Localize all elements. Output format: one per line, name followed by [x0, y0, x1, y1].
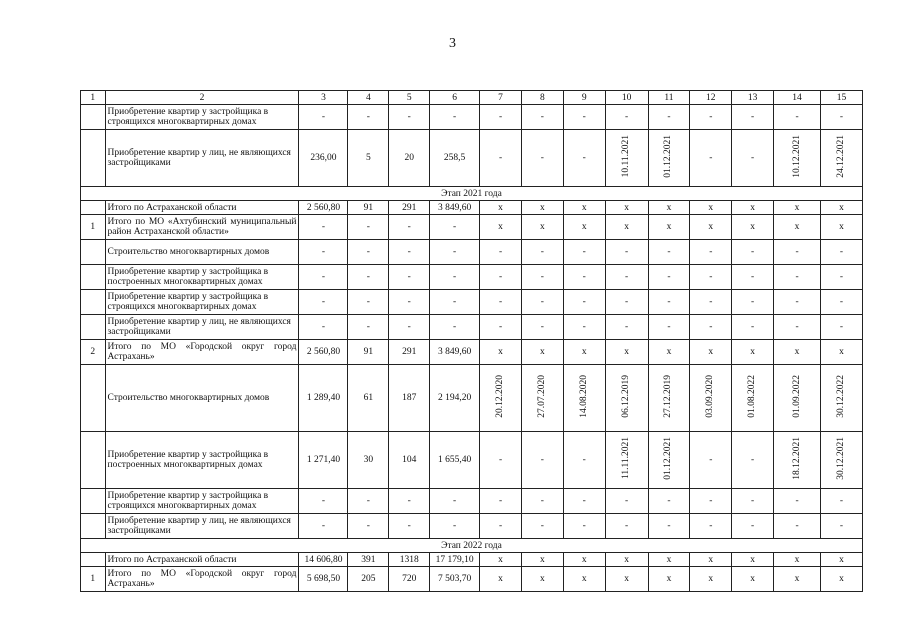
- value-cell: х: [821, 340, 863, 365]
- value-cell: -: [521, 130, 563, 187]
- value-cell: -: [732, 240, 774, 265]
- date-value: 24.12.2021: [836, 135, 846, 178]
- value-cell: -: [563, 130, 605, 187]
- date-cell: [648, 432, 690, 489]
- table-row: [81, 265, 863, 290]
- value-cell: -: [690, 290, 732, 315]
- value-cell: -: [821, 290, 863, 315]
- value-cell: -: [690, 240, 732, 265]
- value-cell: х: [563, 201, 605, 215]
- row-number: [81, 240, 106, 265]
- row-name: Приобретение квартир у застройщика в построенных многоквартирных домах: [105, 265, 299, 290]
- value-cell: 20: [389, 130, 430, 187]
- table-row: [81, 567, 863, 592]
- value-cell: х: [821, 553, 863, 567]
- value-cell: -: [605, 105, 648, 130]
- value-cell: -: [521, 514, 563, 539]
- value-cell: -: [563, 432, 605, 489]
- value-cell: -: [299, 315, 348, 340]
- column-header: 12: [690, 91, 732, 105]
- row-name: Приобретение квартир у лиц, не являющихся застройщиками: [105, 130, 299, 187]
- date-value: 18.12.2021: [791, 437, 802, 480]
- date-value: 14.08.2020: [578, 375, 589, 418]
- date-value: 01.12.2021: [663, 135, 674, 178]
- table-row: [81, 315, 863, 340]
- row-number: [81, 432, 106, 489]
- column-header: 8: [521, 91, 563, 105]
- value-cell: -: [480, 105, 522, 130]
- value-cell: 3 849,60: [430, 340, 480, 365]
- value-cell: -: [389, 240, 430, 265]
- row-name: Приобретение квартир у застройщика в строящихся многоквартирных домах: [105, 105, 299, 130]
- date-cell: [605, 365, 648, 432]
- value-cell: х: [690, 340, 732, 365]
- value-cell: х: [521, 553, 563, 567]
- value-cell: -: [480, 290, 522, 315]
- value-cell: -: [389, 514, 430, 539]
- value-cell: -: [690, 265, 732, 290]
- value-cell: -: [480, 489, 522, 514]
- header-row: [81, 91, 863, 105]
- value-cell: 5 698,50: [299, 567, 348, 592]
- value-cell: х: [605, 340, 648, 365]
- value-cell: -: [563, 315, 605, 340]
- row-number: [81, 105, 106, 130]
- value-cell: -: [732, 514, 774, 539]
- value-cell: -: [389, 315, 430, 340]
- row-number: [81, 553, 106, 567]
- value-cell: -: [605, 290, 648, 315]
- value-cell: х: [774, 215, 821, 240]
- value-cell: -: [521, 489, 563, 514]
- date-cell: [648, 365, 690, 432]
- value-cell: х: [480, 553, 522, 567]
- value-cell: -: [521, 290, 563, 315]
- column-header: 11: [648, 91, 690, 105]
- row-number: [81, 201, 106, 215]
- column-header: 14: [774, 91, 821, 105]
- value-cell: -: [648, 290, 690, 315]
- date-cell: [480, 365, 522, 432]
- row-name: Строительство многоквартирных домов: [105, 365, 299, 432]
- value-cell: -: [299, 240, 348, 265]
- value-cell: х: [732, 215, 774, 240]
- value-cell: 2 560,80: [299, 340, 348, 365]
- value-cell: -: [774, 105, 821, 130]
- value-cell: 17 179,10: [430, 553, 480, 567]
- value-cell: -: [299, 290, 348, 315]
- value-cell: -: [732, 489, 774, 514]
- value-cell: х: [690, 553, 732, 567]
- date-cell: [521, 365, 563, 432]
- row-number: [81, 514, 106, 539]
- value-cell: 1 655,40: [430, 432, 480, 489]
- value-cell: 14 606,80: [299, 553, 348, 567]
- value-cell: 258,5: [430, 130, 480, 187]
- value-cell: -: [690, 432, 732, 489]
- date-value: 30.12.2021: [836, 437, 846, 480]
- stage-title: Этап 2022 года: [81, 539, 863, 553]
- value-cell: х: [521, 201, 563, 215]
- value-cell: -: [821, 489, 863, 514]
- value-cell: -: [389, 265, 430, 290]
- page-number: 3: [449, 36, 456, 51]
- value-cell: -: [430, 290, 480, 315]
- value-cell: -: [774, 265, 821, 290]
- value-cell: х: [605, 201, 648, 215]
- row-name: Приобретение квартир у застройщика в построенных многоквартирных домах: [105, 432, 299, 489]
- value-cell: -: [821, 315, 863, 340]
- date-cell: [605, 130, 648, 187]
- value-cell: -: [690, 105, 732, 130]
- table-row: [81, 514, 863, 539]
- row-name: Строительство многоквартирных домов: [105, 240, 299, 265]
- value-cell: -: [480, 315, 522, 340]
- value-cell: -: [690, 130, 732, 187]
- value-cell: 30: [348, 432, 389, 489]
- row-name: Итого по МО «Городской округ город Астрахань»: [105, 567, 299, 592]
- value-cell: х: [821, 567, 863, 592]
- value-cell: -: [480, 514, 522, 539]
- value-cell: -: [521, 432, 563, 489]
- column-header: 15: [821, 91, 863, 105]
- value-cell: х: [648, 340, 690, 365]
- row-number: 1: [81, 215, 106, 240]
- value-cell: -: [821, 514, 863, 539]
- value-cell: х: [480, 215, 522, 240]
- column-header: 2: [105, 91, 299, 105]
- row-name: Итого по МО «Городской округ город Астрахань»: [105, 340, 299, 365]
- value-cell: х: [521, 567, 563, 592]
- value-cell: -: [774, 240, 821, 265]
- value-cell: 1 289,40: [299, 365, 348, 432]
- value-cell: х: [521, 340, 563, 365]
- value-cell: -: [348, 240, 389, 265]
- value-cell: -: [348, 265, 389, 290]
- row-number: 2: [81, 340, 106, 365]
- value-cell: -: [690, 315, 732, 340]
- date-cell: [690, 365, 732, 432]
- date-cell: [563, 365, 605, 432]
- stage-row: [81, 539, 863, 553]
- value-cell: -: [299, 105, 348, 130]
- value-cell: -: [480, 265, 522, 290]
- row-number: [81, 489, 106, 514]
- date-value: 20.12.2020: [495, 375, 506, 418]
- value-cell: -: [480, 130, 522, 187]
- value-cell: -: [690, 489, 732, 514]
- value-cell: -: [430, 215, 480, 240]
- value-cell: -: [348, 290, 389, 315]
- value-cell: 3 849,60: [430, 201, 480, 215]
- table-row: [81, 290, 863, 315]
- value-cell: -: [299, 215, 348, 240]
- value-cell: -: [605, 315, 648, 340]
- value-cell: х: [774, 567, 821, 592]
- value-cell: -: [774, 290, 821, 315]
- date-value: 10.12.2021: [791, 135, 802, 178]
- value-cell: -: [521, 240, 563, 265]
- value-cell: 391: [348, 553, 389, 567]
- value-cell: -: [389, 215, 430, 240]
- row-name: Приобретение квартир у застройщика в строящихся многоквартирных домах: [105, 290, 299, 315]
- column-header: 6: [430, 91, 480, 105]
- value-cell: -: [732, 105, 774, 130]
- value-cell: х: [732, 553, 774, 567]
- value-cell: 236,00: [299, 130, 348, 187]
- date-value: 01.12.2021: [663, 437, 674, 480]
- value-cell: х: [480, 340, 522, 365]
- date-value: 01.08.2022: [747, 375, 758, 418]
- column-header: 13: [732, 91, 774, 105]
- date-value: 27.12.2019: [663, 375, 674, 418]
- value-cell: -: [648, 489, 690, 514]
- value-cell: х: [774, 340, 821, 365]
- table-row: [81, 432, 863, 489]
- value-cell: х: [774, 553, 821, 567]
- value-cell: -: [563, 514, 605, 539]
- row-name: Итого по Астраханской области: [105, 201, 299, 215]
- table-row: [81, 215, 863, 240]
- value-cell: х: [774, 201, 821, 215]
- value-cell: -: [732, 130, 774, 187]
- value-cell: -: [774, 315, 821, 340]
- row-name: Итого по Астраханской области: [105, 553, 299, 567]
- value-cell: -: [648, 105, 690, 130]
- table-row: [81, 130, 863, 187]
- value-cell: -: [389, 290, 430, 315]
- value-cell: -: [521, 105, 563, 130]
- value-cell: -: [430, 315, 480, 340]
- value-cell: 1318: [389, 553, 430, 567]
- value-cell: 104: [389, 432, 430, 489]
- table-row: [81, 105, 863, 130]
- value-cell: -: [821, 265, 863, 290]
- value-cell: -: [563, 105, 605, 130]
- value-cell: -: [430, 265, 480, 290]
- value-cell: х: [732, 340, 774, 365]
- date-cell: [821, 432, 863, 489]
- column-header: 4: [348, 91, 389, 105]
- value-cell: х: [563, 340, 605, 365]
- value-cell: -: [648, 514, 690, 539]
- column-header: 5: [389, 91, 430, 105]
- value-cell: х: [732, 201, 774, 215]
- value-cell: 291: [389, 340, 430, 365]
- date-value: 03.09.2020: [705, 375, 716, 418]
- table-row: [81, 340, 863, 365]
- value-cell: х: [732, 567, 774, 592]
- value-cell: х: [563, 215, 605, 240]
- value-cell: -: [430, 514, 480, 539]
- value-cell: -: [774, 514, 821, 539]
- value-cell: -: [348, 489, 389, 514]
- row-name: Приобретение квартир у лиц, не являющихся застройщиками: [105, 315, 299, 340]
- value-cell: х: [690, 201, 732, 215]
- value-cell: -: [563, 265, 605, 290]
- value-cell: х: [563, 567, 605, 592]
- table-row: [81, 553, 863, 567]
- table-row: [81, 240, 863, 265]
- table-row: [81, 201, 863, 215]
- value-cell: -: [348, 105, 389, 130]
- date-cell: [605, 432, 648, 489]
- value-cell: -: [563, 240, 605, 265]
- value-cell: 2 194,20: [430, 365, 480, 432]
- value-cell: -: [389, 105, 430, 130]
- value-cell: х: [480, 201, 522, 215]
- value-cell: х: [605, 553, 648, 567]
- value-cell: х: [605, 215, 648, 240]
- row-number: [81, 265, 106, 290]
- value-cell: 291: [389, 201, 430, 215]
- row-name: Итого по МО «Ахтубинский муниципальный район Астраханской области»: [105, 215, 299, 240]
- value-cell: -: [521, 315, 563, 340]
- value-cell: -: [521, 265, 563, 290]
- value-cell: х: [648, 567, 690, 592]
- value-cell: 2 560,80: [299, 201, 348, 215]
- column-header: 1: [81, 91, 106, 105]
- value-cell: -: [299, 489, 348, 514]
- value-cell: -: [605, 489, 648, 514]
- value-cell: 7 503,70: [430, 567, 480, 592]
- date-value: 11.11.2021: [621, 437, 632, 480]
- date-value: 06.12.2019: [621, 375, 632, 418]
- column-header: 10: [605, 91, 648, 105]
- value-cell: -: [821, 240, 863, 265]
- value-cell: х: [648, 215, 690, 240]
- value-cell: 91: [348, 201, 389, 215]
- value-cell: х: [690, 215, 732, 240]
- row-name: Приобретение квартир у лиц, не являющихся застройщиками: [105, 514, 299, 539]
- row-number: [81, 130, 106, 187]
- value-cell: х: [821, 215, 863, 240]
- value-cell: -: [690, 514, 732, 539]
- column-header: 7: [480, 91, 522, 105]
- value-cell: х: [690, 567, 732, 592]
- stage-title: Этап 2021 года: [81, 187, 863, 201]
- date-cell: [774, 365, 821, 432]
- value-cell: -: [563, 290, 605, 315]
- column-header: 9: [563, 91, 605, 105]
- date-value: 10.11.2021: [621, 135, 632, 178]
- value-cell: 205: [348, 567, 389, 592]
- date-cell: [774, 130, 821, 187]
- value-cell: -: [648, 240, 690, 265]
- value-cell: 1 271,40: [299, 432, 348, 489]
- row-number: [81, 315, 106, 340]
- date-cell: [648, 130, 690, 187]
- value-cell: -: [299, 514, 348, 539]
- value-cell: х: [521, 215, 563, 240]
- date-value: 27.07.2020: [536, 375, 547, 418]
- table-row: [81, 365, 863, 432]
- date-value: 30.12.2022: [836, 375, 846, 418]
- value-cell: -: [605, 265, 648, 290]
- value-cell: -: [389, 489, 430, 514]
- value-cell: 61: [348, 365, 389, 432]
- value-cell: х: [821, 201, 863, 215]
- table-row: [81, 489, 863, 514]
- date-cell: [821, 130, 863, 187]
- row-number: 1: [81, 567, 106, 592]
- value-cell: х: [563, 553, 605, 567]
- value-cell: -: [348, 514, 389, 539]
- value-cell: -: [605, 514, 648, 539]
- date-cell: [732, 365, 774, 432]
- value-cell: 5: [348, 130, 389, 187]
- value-cell: -: [821, 105, 863, 130]
- date-cell: [774, 432, 821, 489]
- value-cell: х: [480, 567, 522, 592]
- value-cell: -: [605, 240, 648, 265]
- date-value: 01.09.2022: [791, 375, 802, 418]
- value-cell: -: [430, 489, 480, 514]
- value-cell: 720: [389, 567, 430, 592]
- row-number: [81, 290, 106, 315]
- value-cell: -: [563, 489, 605, 514]
- value-cell: -: [430, 240, 480, 265]
- value-cell: -: [348, 215, 389, 240]
- value-cell: -: [648, 265, 690, 290]
- row-name: Приобретение квартир у застройщика в строящихся многоквартирных домах: [105, 489, 299, 514]
- value-cell: -: [774, 489, 821, 514]
- column-header: 3: [299, 91, 348, 105]
- value-cell: х: [648, 553, 690, 567]
- value-cell: 187: [389, 365, 430, 432]
- value-cell: -: [348, 315, 389, 340]
- value-cell: х: [605, 567, 648, 592]
- value-cell: -: [732, 315, 774, 340]
- value-cell: -: [299, 265, 348, 290]
- date-cell: [821, 365, 863, 432]
- value-cell: -: [430, 105, 480, 130]
- stage-row: [81, 187, 863, 201]
- value-cell: -: [480, 432, 522, 489]
- value-cell: -: [648, 315, 690, 340]
- value-cell: 91: [348, 340, 389, 365]
- row-number: [81, 365, 106, 432]
- value-cell: -: [732, 432, 774, 489]
- value-cell: -: [732, 265, 774, 290]
- value-cell: -: [480, 240, 522, 265]
- value-cell: х: [648, 201, 690, 215]
- value-cell: -: [732, 290, 774, 315]
- stage-schedule-table: [80, 90, 863, 592]
